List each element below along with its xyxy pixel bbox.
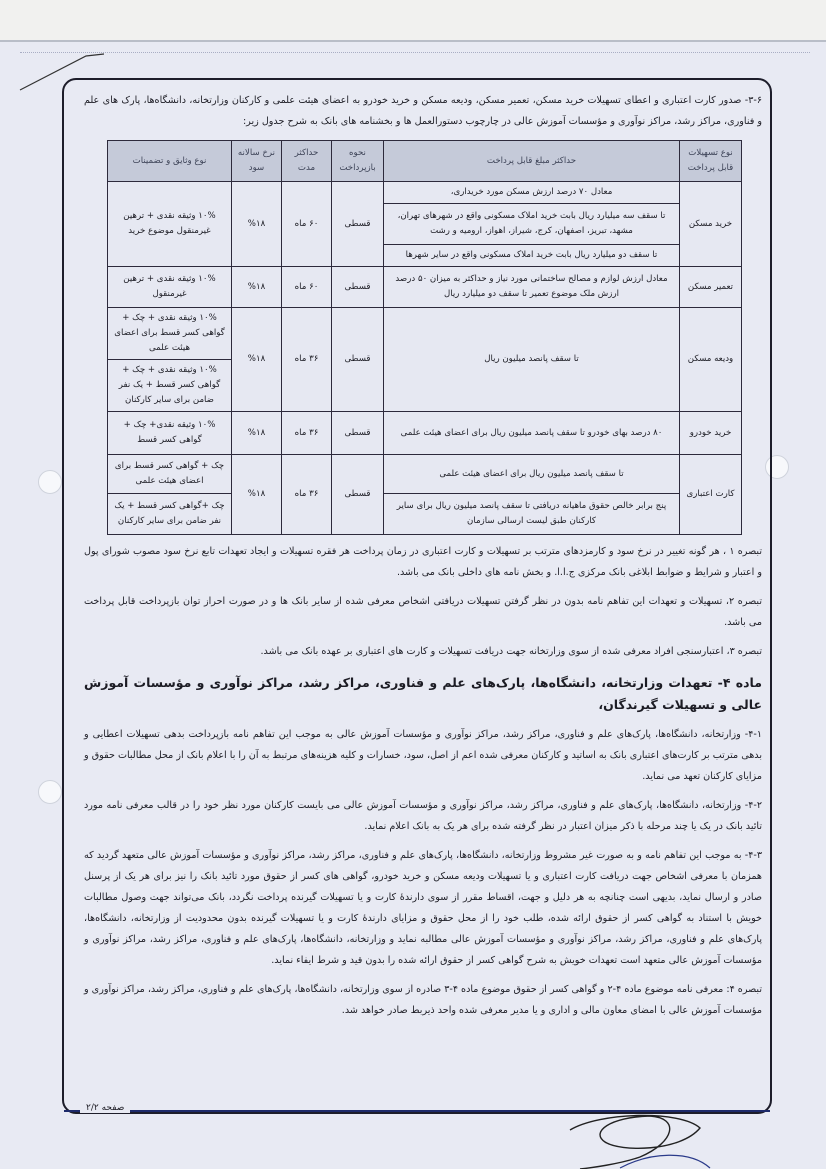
header-type: نوع تسهیلات قابل پرداخت <box>680 141 742 182</box>
table-row <box>108 412 742 455</box>
cell-term: ۶۰ ماه <box>282 267 332 308</box>
loan-table <box>107 140 742 535</box>
scan-top-band <box>0 0 826 42</box>
note-2: تبصره ۲، تسهیلات و تعهدات این تفاهم نامه بدون در نظر گرفتن تسهیلات دریافتی اشخاص معرفی شده از سایر بانک ها و در صورت احراز توان بازپرداخت قابل پرداخت می باشد. <box>84 596 763 628</box>
cell-amount: تا سقف دو میلیارد ریال بابت خرید املاک مسکونی واقع در سایر شهرها <box>384 245 680 267</box>
cell-collateral: ۱۰% وثیقه نقدی + ترهین غیرمنقول موضوع خرید <box>108 182 232 267</box>
cell-rate: %۱۸ <box>232 182 282 267</box>
cell-repayment: قسطی <box>332 182 384 267</box>
header-max-amount: حداکثر مبلغ قابل پرداخت <box>384 141 680 182</box>
table-row <box>108 455 742 494</box>
cell-collateral: ۱۰% وثیقه نقدی + ترهین غیرمنقول <box>108 267 232 308</box>
note-3: تبصره ۳، اعتبارسنجی افراد معرفی شده از سوی وزارتخانه جهت دریافت تسهیلات و کارت های اعتباری بر عهده بانک می باشد. <box>260 646 762 657</box>
table-header-row <box>108 141 742 182</box>
intro-paragraph: ۳-۶- صدور کارت اعتباری و اعطای تسهیلات خرید مسکن، تعمیر مسکن، ودیعه مسکن و خرید خودرو به اعضای هیئت علمی و کارکنان وزارتخانه، دانشگاه‌ها، پارک های علم و فناوری، مراکز رشد، مراکز نوآوری و مؤسسات آموزش عالی در چارچوب دستورالعمل ها و بخشنامه های بانک به شرح جدول زیر: <box>84 95 762 127</box>
cell-amount: معادل ارزش لوازم و مصالح ساختمانی مورد نیاز و حداکثر به میزان ۵۰ درصد ارزش ملک موضوع تعمیر تا سقف دو میلیارد ریال <box>384 267 680 308</box>
punch-hole <box>38 470 62 494</box>
cell-amount: ۸۰ درصد بهای خودرو تا سقف پانصد میلیون ریال برای اعضای هیئت علمی <box>384 412 680 455</box>
cell-rate: %۱۸ <box>232 308 282 412</box>
cell-type: خرید خودرو <box>680 412 742 455</box>
cell-amount: تا سقف سه میلیارد ریال بابت خرید املاک مسکونی واقع در شهرهای تهران، مشهد، تبریز، اصفهان، کرج، شیراز، اهواز، ارومیه و رشت <box>384 204 680 245</box>
cell-term: ۶۰ ماه <box>282 182 332 267</box>
scan-dotted-line <box>20 52 810 53</box>
table-row <box>108 182 742 204</box>
cell-rate: %۱۸ <box>232 412 282 455</box>
header-max-term: حداکثر مدت <box>282 141 332 182</box>
page-number: صفحه ۲/۲ <box>80 1103 130 1113</box>
cell-rate: %۱۸ <box>232 267 282 308</box>
cell-collateral: چک + گواهی کسر قسط برای اعضای هیئت علمی <box>108 455 232 494</box>
header-collateral: نوع وثایق و تضمینات <box>108 141 232 182</box>
cell-amount: تا سقف پانصد میلیون ریال برای اعضای هیئت علمی <box>384 455 680 494</box>
cell-repayment: قسطی <box>332 412 384 455</box>
table-row <box>108 308 742 360</box>
cell-term: ۳۶ ماه <box>282 412 332 455</box>
article-4-heading: ماده ۴- تعهدات وزارتخانه، دانشگاه‌ها، پارک‌های علم و فناوری، مراکز رشد، مراکز نوآوری و مؤسسات آموزش عالی و تسهیلات گیرندگان، <box>84 675 762 712</box>
punch-hole <box>38 780 62 804</box>
note-1: تبصره ۱ ، هر گونه تغییر در نرخ سود و کارمزدهای مترتب بر تسهیلات و کارت اعتباری در زمان پرداخت هر فقره تسهیلات و ایجاد تعهدات تابع نرخ سود مصوب شورای پول و اعتبار و شرایط و ضوابط ابلاغی بانک مرکزی ج.ا.ا. و بخش نامه های داخلی بانک می باشد. <box>84 546 762 578</box>
cell-type: تعمیر مسکن <box>680 267 742 308</box>
clause-4-2: ۴-۲- وزارتخانه، دانشگاه‌ها، پارک‌های علم و فناوری، مراکز رشد، مراکز نوآوری و مؤسسات آموزش عالی می بایست کارکنان مورد نظر خود را در قالب معرفی نامه مورد تائید بانک در یک یا چند مرحله با ذکر میزان اعتبار در نظر گرفته شده برای هر یک به بانک اعلام نماید. <box>84 800 762 832</box>
cell-repayment: قسطی <box>332 455 384 535</box>
header-repayment: نحوه بازپرداخت <box>332 141 384 182</box>
cell-term: ۳۶ ماه <box>282 455 332 535</box>
cell-amount: تا سقف پانصد میلیون ریال <box>384 308 680 412</box>
cell-rate: %۱۸ <box>232 455 282 535</box>
clause-4-1: ۴-۱- وزارتخانه، دانشگاه‌ها، پارک‌های علم و فناوری، مراکز رشد، مراکز نوآوری و مؤسسات آموزش عالی به موجب این تفاهم نامه بازپرداخت بدهی تسهیلات اعطایی و بدهی مترتب بر کارت‌های اعتباری بانک به اساتید و کارکنان معرفی شده اعم از اصل، سود، خسارات و کلیه هزینه‌های مرتبط به آن را با اعلام بانک از محل مطالبات حقوق و مزایای کارکنان تعهد می نماید. <box>84 729 762 782</box>
cell-type: خرید مسکن <box>680 182 742 267</box>
signature-mark <box>560 1112 730 1169</box>
header-rate: نرخ سالانه سود <box>232 141 282 182</box>
cell-collateral: ۱۰% وثیقه نقدی + چک + گواهی کسر قسط + یک نفر ضامن برای سایر کارکنان <box>108 360 232 412</box>
cell-amount: معادل ۷۰ درصد ارزش مسکن مورد خریداری، <box>384 182 680 204</box>
table-subrow <box>108 494 742 535</box>
cell-amount: پنج برابر خالص حقوق ماهیانه دریافتی تا سقف پانصد میلیون ریال برای سایر کارکنان طبق لیست ارسالی سازمان <box>384 494 680 535</box>
cell-type: کارت اعتباری <box>680 455 742 535</box>
table-row <box>108 267 742 308</box>
note-4: تبصره ۴: معرفی نامه موضوع ماده ۴-۲ و گواهی کسر از حقوق موضوع ماده ۴-۳ صادره از سوی وزارتخانه، دانشگاه‌ها، پارک‌های علم و فناوری، مراکز رشد، مراکز نوآوری و مؤسسات آموزش عالی با امضای معاون مالی و اداری و یا مدیر معرفی شده واحد ذیربط صادر خواهد شد. <box>84 984 762 1016</box>
cell-repayment: قسطی <box>332 267 384 308</box>
cell-repayment: قسطی <box>332 308 384 412</box>
document-body <box>84 90 762 1029</box>
cell-collateral: چک +گواهی کسر قسط + یک نفر ضامن برای سایر کارکنان <box>108 494 232 535</box>
cell-collateral: ۱۰% وثیقه نقدی + چک + گواهی کسر قسط برای اعضای هیئت علمی <box>108 308 232 360</box>
cell-term: ۳۶ ماه <box>282 308 332 412</box>
cell-collateral: ۱۰% وثیقه نقدی+ چک + گواهی کسر قسط <box>108 412 232 455</box>
cell-type: ودیعه مسکن <box>680 308 742 412</box>
clause-4-3: ۴-۳- به موجب این تفاهم نامه و به صورت غیر مشروط وزارتخانه، دانشگاه‌ها، پارک‌های علم و فناوری، مراکز رشد، مراکز نوآوری و مؤسسات آموزش عالی متعهد گردید که همزمان با معرفی اشخاص جهت دریافت کارت اعتباری و یا تسهیلات ودیعه مسکن و خرید خودرو، گواهی های کسر از حقوق مورد تائید بانک را نیز برای هر یک از پرسنل صادر و ارسال نماید، بدیهی است چنانچه به هر دلیل و جهت، اقساط مقرر از سوی دارندهٔ کارت و یا تسهیلات گیرنده پرداخت نگردد، بانک می‌تواند جهت وصول مطالبات خویش با استناد به گواهی کسر از حقوق ارائه شده، طلب خود را از محل حقوق و مزایای دارندهٔ کارت و یا تسهیلات گیرنده بدون محدودیت از وزارتخانه، دانشگاه‌ها، پارک‌های علم و فناوری، مراکز رشد، مراکز نوآوری و مؤسسات آموزش عالی مطالبه نماید و وزارتخانه، دانشگاه‌ها، پارک‌های علم و فناوری، مراکز رشد، مراکز نوآوری و مؤسسات آموزش عالی متعهد است تعهدات خویش به شرح گواهی کسر از حقوق ارائه شده را بدون قید و شرط ایفاء نماید. <box>84 850 762 966</box>
